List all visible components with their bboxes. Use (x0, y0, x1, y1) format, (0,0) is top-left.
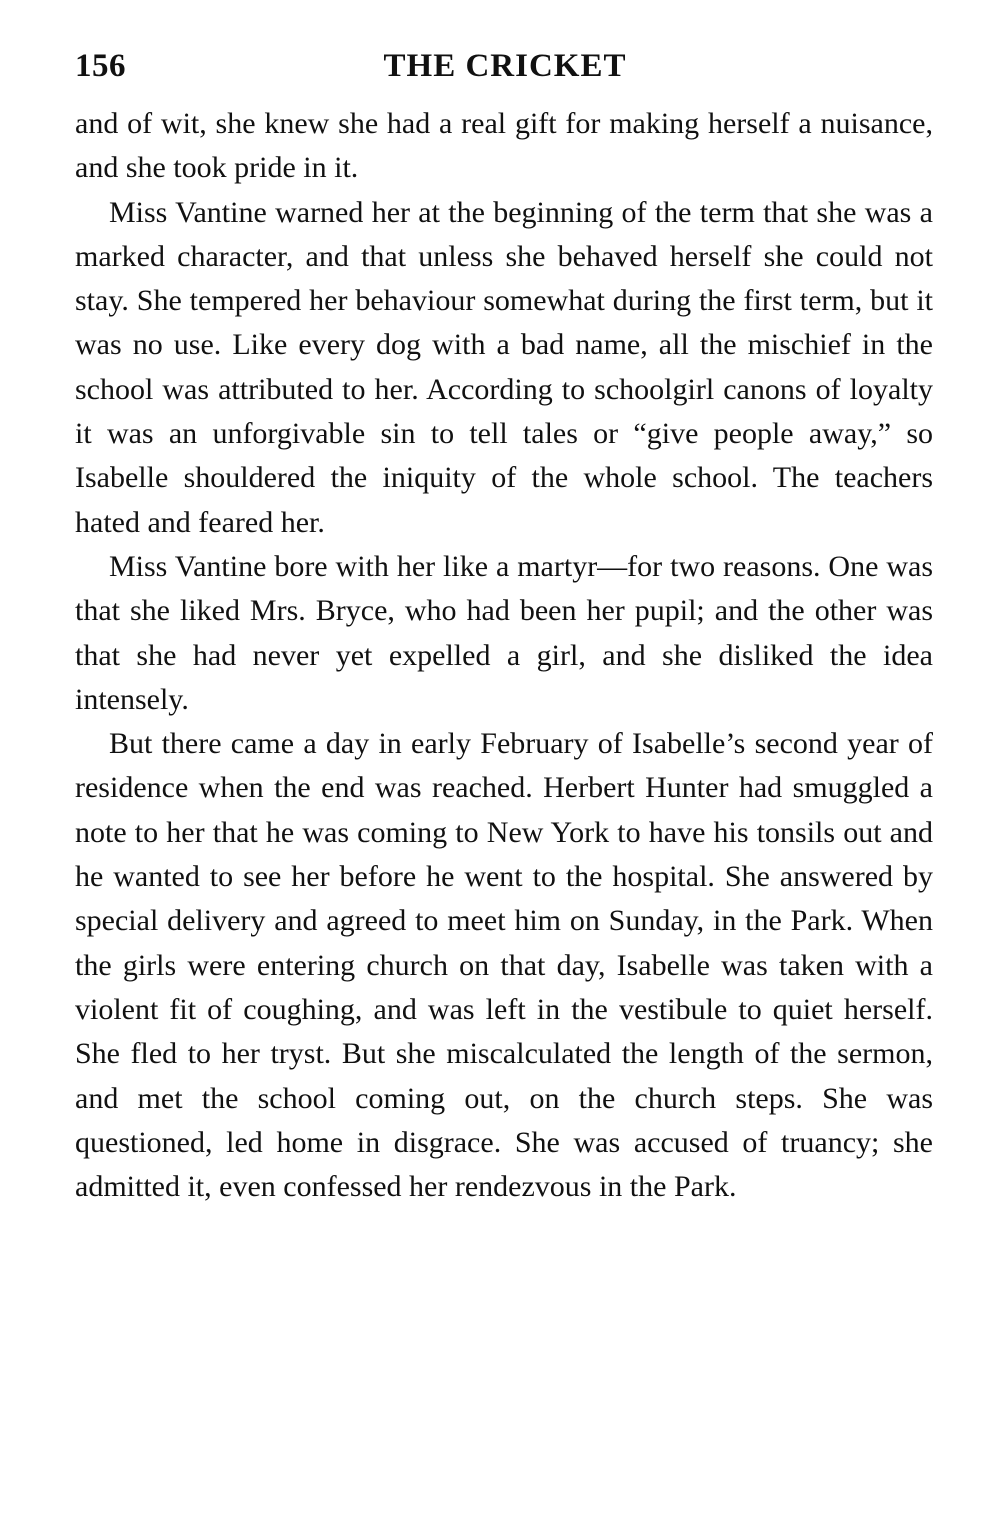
page-number: 156 (75, 48, 126, 84)
page-header (75, 44, 933, 88)
paragraph-continued: and of wit, she knew she had a real gift for making herself a nuisance, and she took pride in it. (75, 107, 933, 185)
paragraph-february: But there came a day in early February of Isabelle’s second year of residence when the end was reached. Herbert Hunter had smuggled a note to her that he was coming to New York to have his tonsils out and he wanted to see her before he went to the hospital. She answered by special delivery and agreed to meet him on Sunday, in the Park. When the girls were entering church on that day, Isabelle was taken with a violent fit of coughing, and was left in the vestibule to quiet herself. She fled to her tryst. But she miscalculated the length of the sermon, and met the school coming out, on the church steps. She was questioned, led home in disgrace. She was accused of truancy; she admitted it, even confessed her rendezvous in the Park. (75, 727, 933, 1204)
paragraph-miss-vantine-warning: Miss Vantine warned her at the beginning of the term that she was a marked character, and that unless she behaved herself she could not stay. She tempered her behaviour somewhat during the first term, but it was no use. Like every dog with a bad name, all the mischief in the school was attributed to her. According to schoolgirl canons of loyalty it was an unforgivable sin to tell tales or “give people away,” so Isabelle shouldered the iniquity of the whole school. The teachers hated and feared her. (75, 195, 933, 539)
paragraph-martyr: Miss Vantine bore with her like a martyr—for two reasons. One was that she liked Mrs. Bryce, who had been her pupil; and the other was that she had never yet expelled a girl, and she disliked the idea intensely. (75, 549, 933, 716)
body-text (75, 102, 933, 1209)
running-title: THE CRICKET (383, 48, 627, 84)
